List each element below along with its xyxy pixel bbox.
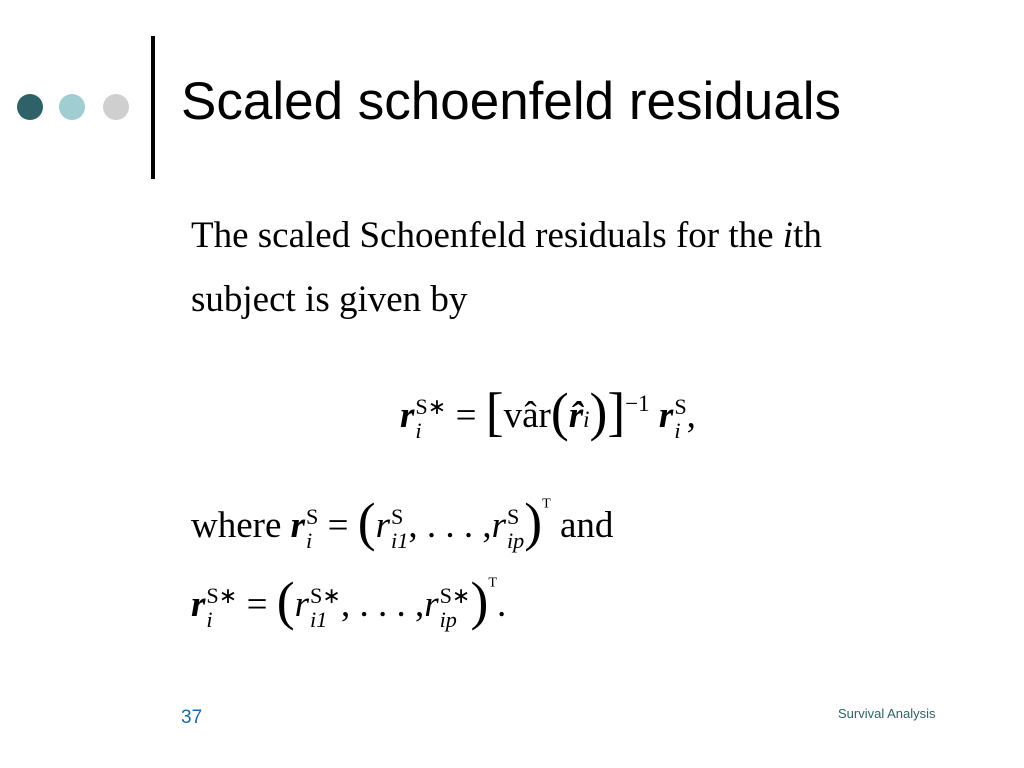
- eq3-lhs-sub: i: [206, 606, 213, 632]
- eq2-suffix: and: [559, 505, 614, 546]
- eq1-left-paren: (: [550, 382, 569, 442]
- body-line-1-text: The scaled Schoenfeld residuals for the: [191, 215, 783, 256]
- decorative-dot-dark: [17, 94, 43, 120]
- title-divider-bar: [151, 36, 155, 179]
- eq3-lhs-symbol: r: [191, 584, 206, 625]
- eq3-lhs-sup: S∗: [206, 583, 238, 609]
- eq2-equals: =: [327, 505, 349, 546]
- slide-title: Scaled schoenfeld residuals: [181, 72, 841, 131]
- eq2-lhs-sub: i: [306, 527, 313, 553]
- equation-scaled-residual: [400, 383, 696, 442]
- eq1-hat-sub: i: [583, 407, 590, 432]
- eq3-elemp: r: [424, 584, 439, 625]
- eq3-trailing: .: [497, 584, 507, 625]
- eq2-dots: , . . . ,: [408, 505, 492, 546]
- eq1-trailing: ,: [686, 395, 696, 436]
- body-line-1-var: i: [782, 215, 794, 256]
- eq1-left-bracket: [: [485, 382, 504, 442]
- eq2-elem1-sup: S: [391, 504, 404, 530]
- eq3-equals: =: [246, 584, 268, 625]
- eq3-elem1-sub: i1: [310, 606, 328, 632]
- eq3-transpose: T: [488, 574, 497, 591]
- eq3-elem1: r: [294, 584, 309, 625]
- eq2-elemp-sup: S: [506, 504, 520, 530]
- eq3-elem1-scripts: [310, 584, 341, 631]
- equation-residual-vector: [191, 493, 613, 552]
- eq2-elemp-sub: ip: [506, 527, 525, 553]
- body-line-1: [191, 214, 822, 258]
- eq2-elemp-scripts: [507, 505, 524, 552]
- eq2-lhs-scripts: [306, 505, 318, 552]
- eq3-dots: , . . . ,: [340, 584, 425, 625]
- eq1-rhs-sup: S: [674, 394, 687, 420]
- eq3-elemp-scripts: [440, 584, 471, 631]
- eq2-elem1-sub: i1: [391, 527, 409, 553]
- eq2-right-paren: ): [524, 492, 543, 552]
- eq2-left-paren: (: [357, 492, 376, 552]
- eq2-elemp: r: [491, 505, 506, 546]
- eq2-transpose: T: [542, 495, 551, 512]
- body-line-1-end: th: [793, 215, 822, 256]
- eq1-right-paren: ): [589, 382, 608, 442]
- decorative-dot-gray: [103, 94, 129, 120]
- eq1-hat-symbol: r̂: [568, 395, 584, 436]
- eq1-rhs-scripts: [674, 395, 686, 442]
- eq2-lhs-symbol: r: [290, 505, 306, 546]
- eq3-right-paren: ): [470, 571, 489, 631]
- eq1-rhs-sub: i: [674, 417, 681, 443]
- eq3-elemp-sub: ip: [439, 606, 457, 632]
- footer-title: Survival Analysis: [838, 706, 936, 721]
- eq2-elem1: r: [375, 505, 391, 546]
- eq2-elem1-scripts: [391, 505, 408, 552]
- eq1-lhs-scripts: [415, 395, 446, 442]
- eq1-exponent: −1: [625, 391, 650, 416]
- equation-scaled-residual-vector: [191, 572, 506, 631]
- eq3-left-paren: (: [276, 571, 295, 631]
- body-line-2: subject is given by: [191, 279, 468, 320]
- eq3-elem1-sup: S∗: [310, 583, 341, 609]
- eq1-var-label: vâr: [503, 395, 551, 436]
- eq1-lhs-sub: i: [415, 417, 422, 443]
- eq3-lhs-scripts: [206, 584, 237, 631]
- eq2-lhs-sup: S: [306, 504, 319, 530]
- eq1-lhs-sup: S∗: [415, 394, 447, 420]
- eq1-rhs-symbol: r: [658, 395, 674, 436]
- decorative-dot-light: [59, 94, 85, 120]
- eq1-right-bracket: ]: [607, 382, 626, 442]
- page-number: 37: [181, 707, 203, 728]
- eq1-lhs-symbol: r: [400, 395, 415, 436]
- eq3-elemp-sup: S∗: [439, 583, 471, 609]
- eq1-equals: =: [455, 395, 477, 436]
- eq2-prefix: where: [191, 505, 282, 546]
